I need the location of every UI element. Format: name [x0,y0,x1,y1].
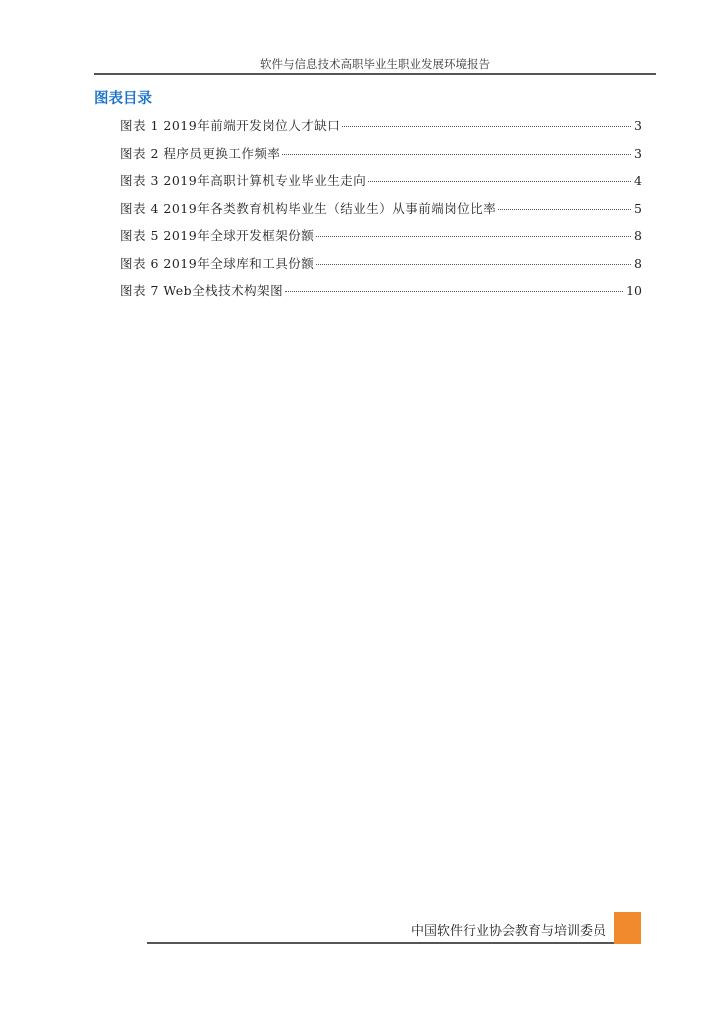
toc-entry-label: 图表 2 程序员更换工作频率 [120,145,281,161]
page-header: 软件与信息技术高职毕业生职业发展环境报告 [260,57,490,71]
toc-entry-label: 图表 3 2019年高职计算机专业毕业生走向 [120,173,367,188]
footer-accent-block [614,912,641,944]
toc-entry-page: 4 [634,173,642,188]
toc-title: 图表目录 [94,91,152,107]
toc-leader-dots [282,154,631,155]
toc-entry-page: 8 [634,228,642,243]
toc-entry-page: 5 [634,200,642,216]
toc-leader-dots [285,291,623,292]
toc-entry-7[interactable] [120,281,642,309]
toc-entry-label: 图表 6 2019年全球库和工具份额 [120,255,315,271]
footer-organization: 中国软件行业协会教育与培训委员 [410,924,606,939]
toc-entry-page: 3 [634,118,642,133]
toc-entry-1[interactable] [120,116,642,144]
toc-entry-label: 图表 4 2019年各类教育机构毕业生（结业生）从事前端岗位比率 [120,200,497,216]
footer-divider [147,942,641,944]
toc-entry-5[interactable] [120,226,642,254]
toc-entry-6[interactable] [120,254,642,282]
toc-entry-label: 图表 5 2019年全球开发框架份额 [120,228,315,243]
toc-entry-page: 8 [634,255,642,271]
toc-entry-4[interactable] [120,199,642,227]
toc-leader-dots [498,209,631,210]
toc-entry-page: 3 [634,145,642,161]
toc-entry-page: 10 [626,283,642,298]
toc-entry-3[interactable] [120,171,642,199]
toc-entry-label: 图表 7 Web全栈技术构架图 [120,283,284,298]
toc-leader-dots [342,126,631,127]
toc-leader-dots [368,181,631,182]
toc-leader-dots [316,236,631,237]
toc-entry-label: 图表 1 2019年前端开发岗位人才缺口 [120,118,341,133]
toc-leader-dots [316,264,631,265]
header-divider [94,73,656,75]
toc-entry-2[interactable] [120,144,642,172]
figure-toc-list [120,116,642,309]
